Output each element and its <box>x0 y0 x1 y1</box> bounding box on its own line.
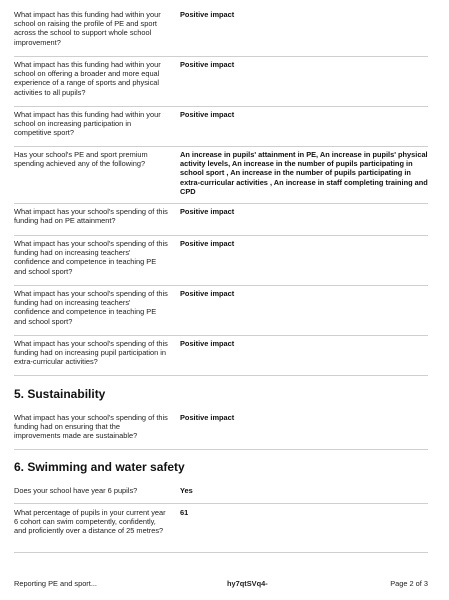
answer-text: Positive impact <box>180 60 235 69</box>
answer-text: Positive impact <box>180 339 235 348</box>
question-text: What impact has this funding had within your school on increasing participation in competitive sport? <box>14 110 161 138</box>
question-text: What percentage of pupils in your current year 6 cohort can swim competently, confidently, and proficiently over a distance of 25 metres? <box>14 508 166 536</box>
footer-reference-code: hy7qtSVq4- <box>227 579 268 588</box>
question-text: Does your school have year 6 pupils? <box>14 486 138 495</box>
qa-row <box>14 239 428 286</box>
qa-row <box>14 413 428 450</box>
question-text: What impact has your school's spending of this funding had on ensuring that the improvements made are sustainable? <box>14 413 168 441</box>
question-text: What impact has your school's spending of this funding had on PE attainment? <box>14 207 168 226</box>
question-text: What impact has your school's spending of this funding had on increasing teachers' confidence and competence in teaching PE and school sport? <box>14 289 168 326</box>
answer-text: Positive impact <box>180 10 235 19</box>
answer-text: An increase in pupils' attainment in PE, An increase in pupils' physical activity levels, An increase in the number of pupils participating in school sport , An increase in the number of pupils participating in extra-curricular activities , An increase in staff completing training and CPD <box>180 150 428 196</box>
answer-text: Positive impact <box>180 289 235 298</box>
qa-row <box>14 289 428 336</box>
qa-row <box>14 207 428 236</box>
answer-text: Yes <box>180 486 193 495</box>
answer-text: Positive impact <box>180 239 235 248</box>
question-text: What impact has this funding had within your school on raising the profile of PE and sport across the school to support whole school improvement? <box>14 10 161 47</box>
qa-row <box>14 110 428 147</box>
qa-row <box>14 486 428 504</box>
question-text: What impact has this funding had within your school on offering a broader and more equal experience of a range of sports and physical activities to all pupils? <box>14 60 161 97</box>
section-heading-swimming: 6. Swimming and water safety <box>14 460 185 474</box>
qa-row <box>14 60 428 107</box>
question-text: Has your school's PE and sport premium spending achieved any of the following? <box>14 150 148 169</box>
qa-row <box>14 150 428 204</box>
section-heading-sustainability: 5. Sustainability <box>14 387 106 401</box>
qa-row <box>14 339 428 376</box>
answer-text: Positive impact <box>180 110 235 119</box>
answer-text: Positive impact <box>180 413 235 422</box>
footer-page-number: Page 2 of 3 <box>390 579 428 588</box>
question-text: What impact has your school's spending of this funding had on increasing teachers' confidence and competence in teaching PE and school sport? <box>14 239 168 276</box>
qa-row <box>14 10 428 57</box>
qa-row <box>14 508 428 553</box>
question-text: What impact has your school's spending of this funding had on increasing pupil participation in extra-curricular activities? <box>14 339 168 367</box>
footer-document-title: Reporting PE and sport... <box>14 579 97 588</box>
answer-text: 61 <box>180 508 189 517</box>
answer-text: Positive impact <box>180 207 235 216</box>
